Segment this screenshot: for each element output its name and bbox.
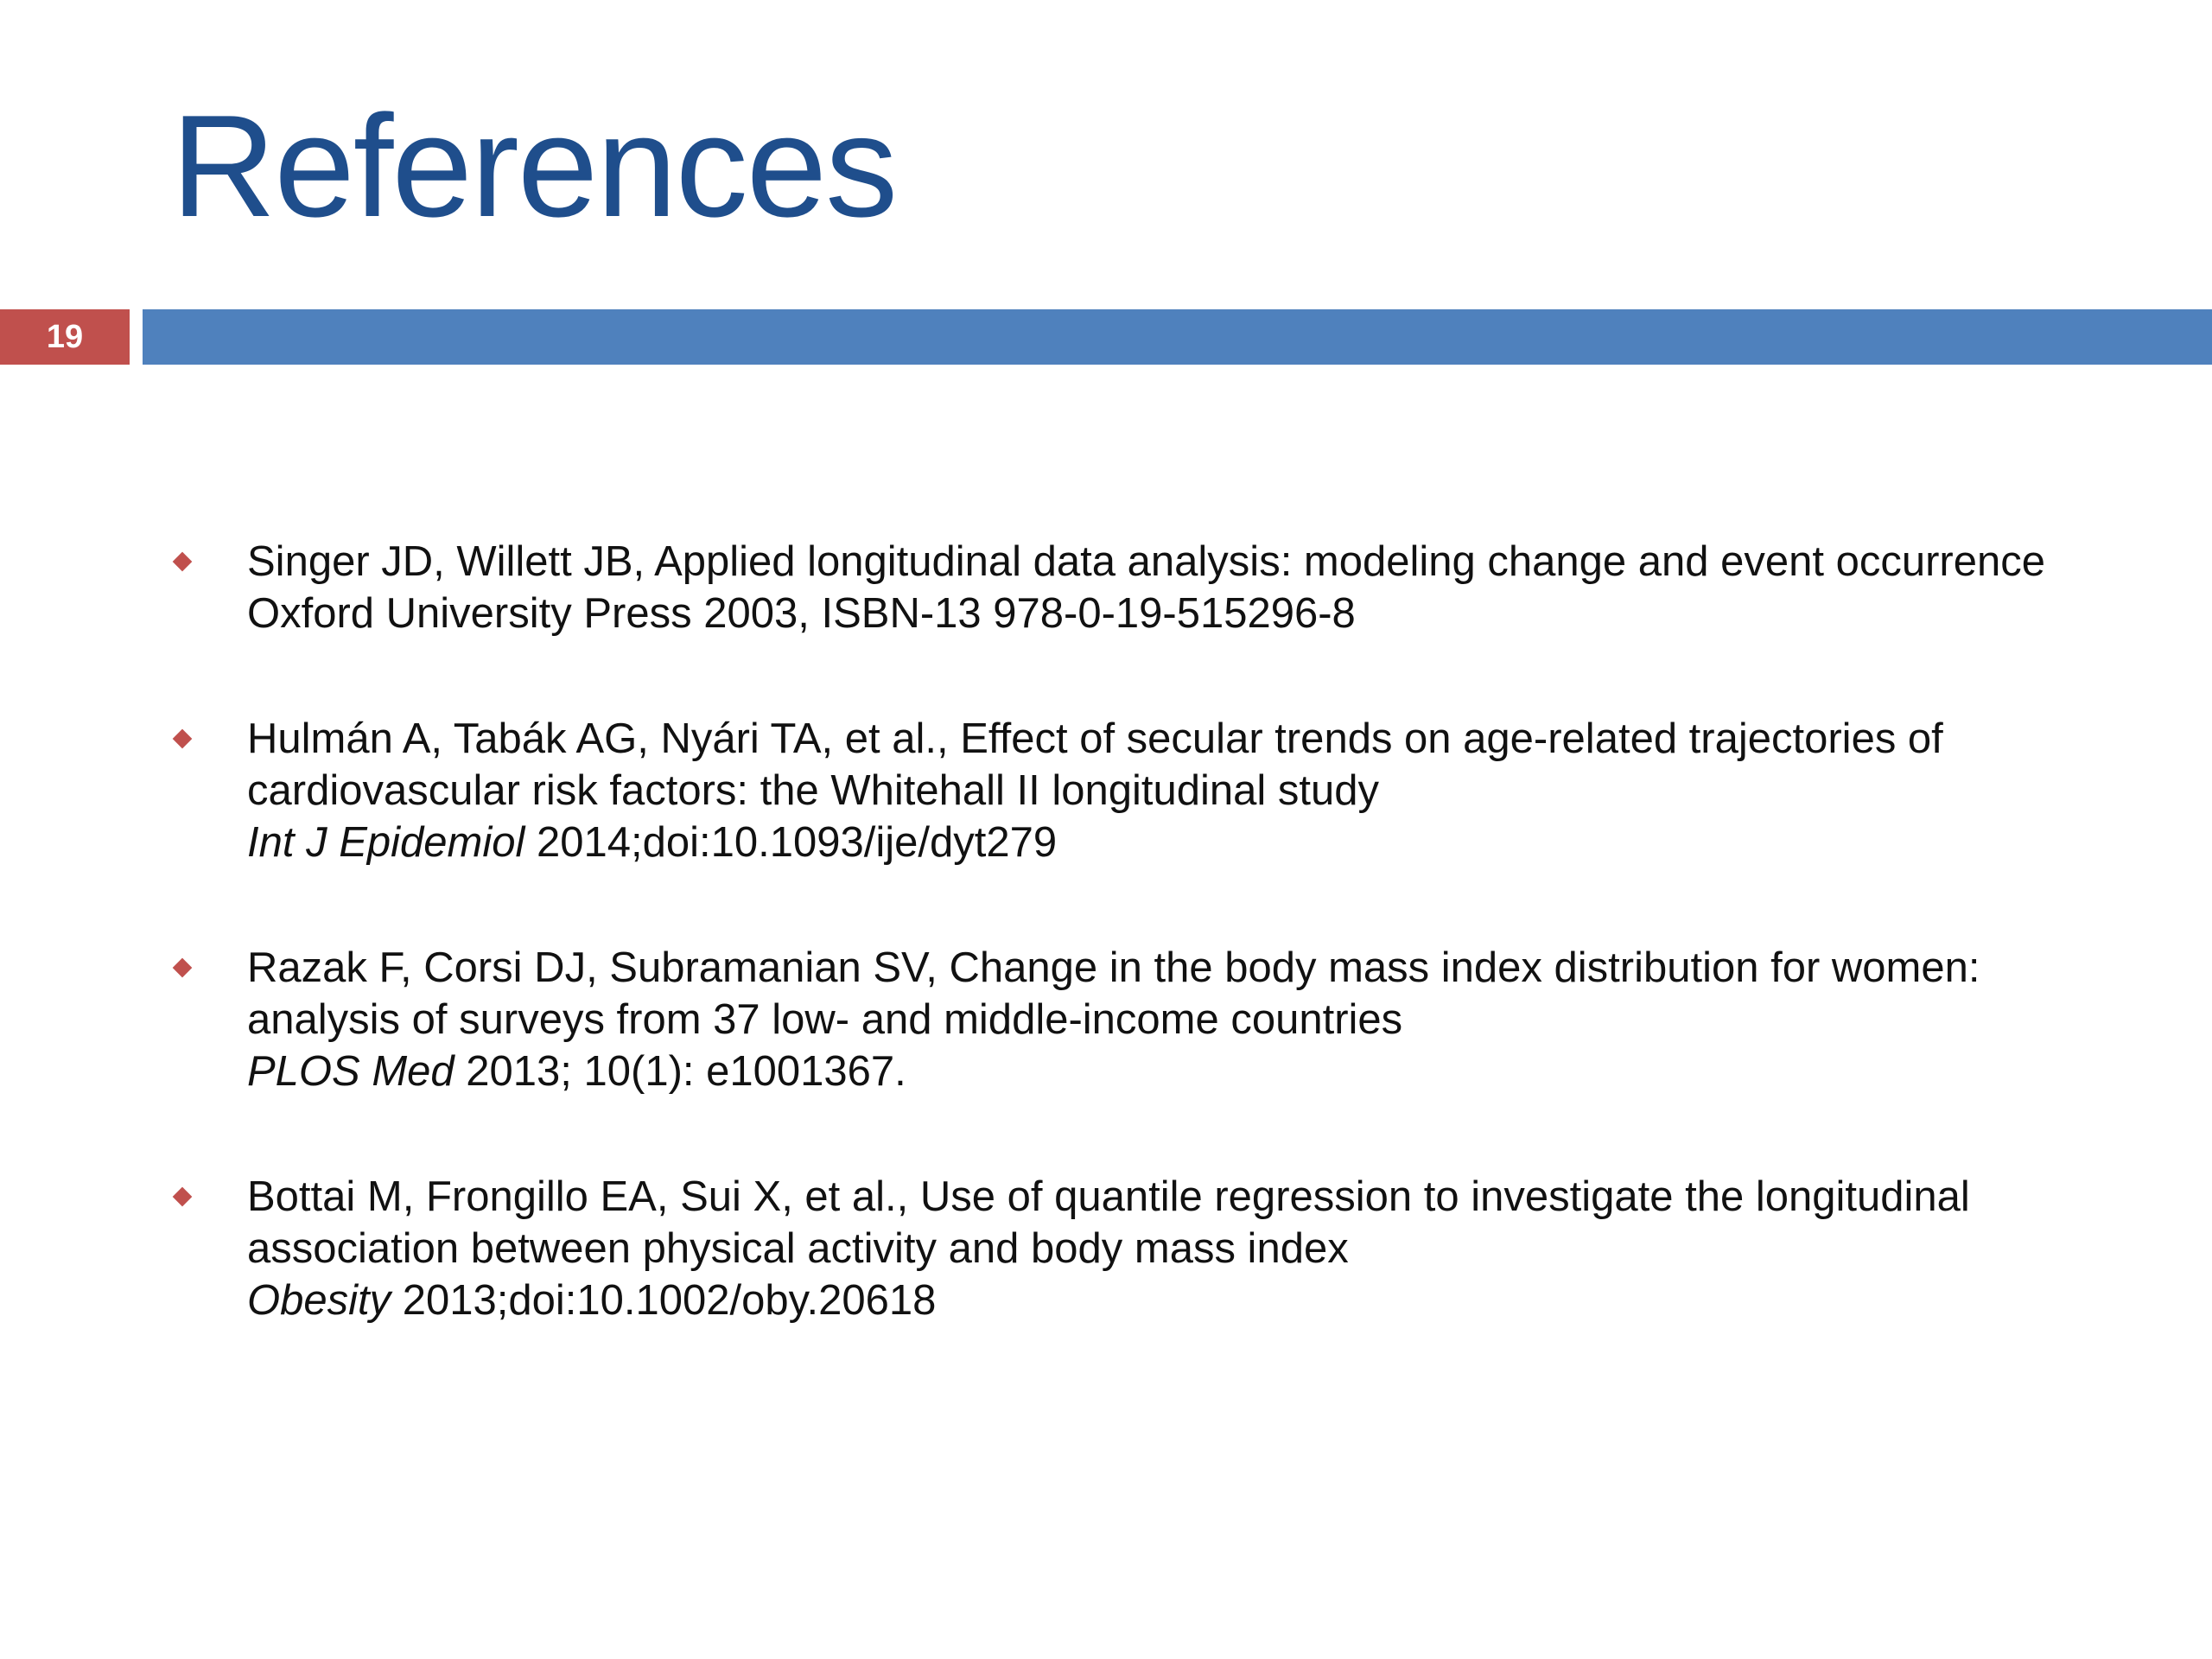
reference-line: association between physical activity and body mass index [247,1225,1349,1272]
diamond-bullet-icon [173,1187,193,1207]
slide-title: References [171,85,897,247]
citation-details: 2014;doi:10.1093/ije/dyt279 [524,819,1058,866]
reference-source-line [247,1046,2131,1097]
reference-source-line [247,1274,2131,1326]
reference-line: analysis of surveys from 37 low- and middle-income countries [247,996,1403,1043]
journal-name: Int J Epidemiol [247,819,525,866]
reference-line: Singer JD, Willett JB, Applied longitudinal data analysis: modeling change and event occurrence [247,538,2045,585]
reference-source-line [247,817,2131,868]
reference-line: Oxford University Press 2003, ISBN-13 978-0-19-515296-8 [247,590,1356,637]
diamond-bullet-icon [173,958,193,978]
citation-details: 2013; 10(1): e1001367. [454,1048,906,1095]
citation-details: 2013;doi:10.1002/oby.20618 [391,1277,937,1324]
slide-number: 19 [0,309,130,365]
journal-name: PLOS Med [247,1048,454,1095]
reference-text [247,942,2131,1097]
title-divider-bar [143,309,2212,365]
reference-text [247,536,2131,639]
journal-name: Obesity [247,1277,391,1324]
reference-text [247,1171,2131,1326]
reference-line: Razak F, Corsi DJ, Subramanian SV, Change in the body mass index distribution for women: [247,944,1980,991]
reference-line: Bottai M, Frongillo EA, Sui X, et al., Use of quantile regression to investigate the longitudinal [247,1173,1970,1220]
diamond-bullet-icon [173,552,193,572]
reference-line: Hulmán A, Tabák AG, Nyári TA, et al., Effect of secular trends on age-related trajectories of [247,715,1943,762]
diamond-bullet-icon [173,729,193,749]
reference-line: cardiovascular risk factors: the Whitehall II longitudinal study [247,767,1379,814]
reference-text [247,713,2131,868]
